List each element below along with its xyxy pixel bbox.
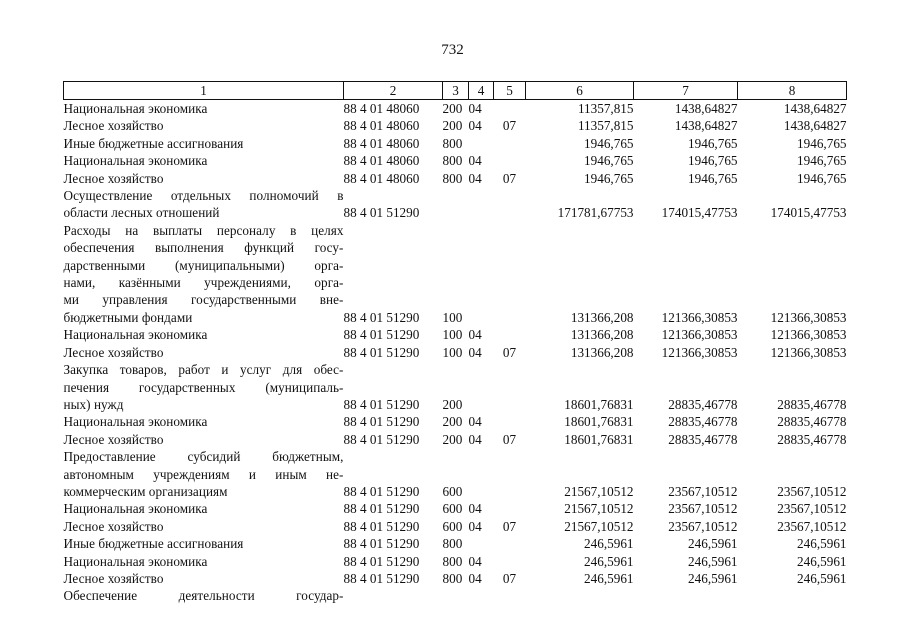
- description-line: области лесных отношений: [63, 205, 220, 221]
- row-amount-col6: 21567,10512: [564, 518, 634, 534]
- row-expense-type: 800: [442, 553, 463, 569]
- table-row: [64, 100, 847, 118]
- row-expense-type: 200: [442, 414, 463, 430]
- row-section: 04: [468, 414, 482, 430]
- row-section: [469, 448, 494, 500]
- header-col-3: 3: [443, 82, 469, 100]
- description-line: Национальная экономика: [63, 414, 208, 430]
- row-amount-col8: 28835,46778: [777, 414, 847, 430]
- row-amount-col6: 131366,208: [570, 344, 634, 360]
- row-section: [469, 135, 494, 152]
- description-line: Лесное хозяйство: [63, 170, 164, 186]
- description-line: Закупка товаров, работ и услуг для обес-: [63, 362, 344, 378]
- row-amount-col6: 131366,208: [570, 327, 634, 343]
- row-description: [64, 413, 344, 430]
- row-amount-col6: 246,5961: [584, 553, 634, 569]
- row-subsection: [494, 587, 526, 604]
- row-amount-col8: 121366,30853: [770, 309, 847, 325]
- row-amount-col6: 246,5961: [584, 536, 634, 552]
- row-expense-type: 200: [442, 101, 463, 116]
- description-line: Расходы на выплаты персоналу в целях: [63, 222, 344, 238]
- budget-table: [63, 81, 847, 605]
- description-line: бюджетными фондами: [63, 309, 193, 325]
- row-expense-type: 200: [442, 396, 463, 412]
- row-subsection: [494, 326, 526, 343]
- description-line: Национальная экономика: [63, 501, 208, 517]
- row-description: [64, 570, 344, 587]
- row-expense-type: 100: [442, 327, 463, 343]
- description-line: ных) нужд: [63, 396, 124, 412]
- row-code: 88 4 01 51290: [343, 518, 420, 534]
- table-row: [64, 135, 847, 152]
- row-subsection: [494, 135, 526, 152]
- row-code: 88 4 01 51290: [343, 205, 420, 221]
- row-description: [64, 187, 344, 222]
- row-amount-col8: 23567,10512: [777, 483, 847, 499]
- row-subsection: 07: [502, 118, 517, 134]
- row-amount-col7: 28835,46778: [668, 431, 738, 447]
- row-code: 88 4 01 51290: [343, 396, 420, 412]
- row-amount-col6: 18601,76831: [564, 431, 634, 447]
- row-amount-col7: 28835,46778: [668, 396, 738, 412]
- row-section: 04: [468, 101, 482, 116]
- table-row: [64, 535, 847, 552]
- row-description: [64, 117, 344, 134]
- row-description: [64, 326, 344, 343]
- row-amount-col7: 1946,765: [688, 153, 738, 169]
- row-amount-col6: 131366,208: [570, 309, 634, 325]
- row-subsection: [494, 187, 526, 222]
- row-section: 04: [468, 153, 482, 169]
- row-code: 88 4 01 51290: [343, 570, 420, 586]
- description-line: Осуществление отдельных полномочий в: [63, 188, 344, 204]
- row-description: [64, 431, 344, 448]
- row-description: [64, 535, 344, 552]
- row-amount-col7: 174015,47753: [661, 205, 738, 221]
- row-subsection: [494, 361, 526, 413]
- row-amount-col8: 246,5961: [797, 570, 847, 586]
- row-amount-col7: 28835,46778: [668, 414, 738, 430]
- row-description: [64, 448, 344, 500]
- row-description: [64, 518, 344, 535]
- row-description: [64, 500, 344, 517]
- row-section: 04: [468, 570, 482, 586]
- header-col-7: 7: [634, 82, 738, 100]
- row-expense-type: 600: [442, 518, 463, 534]
- row-section: 04: [468, 327, 482, 343]
- row-code: 88 4 01 51290: [343, 327, 420, 343]
- row-amount-col7: 1946,765: [688, 170, 738, 186]
- row-subsection: [494, 100, 526, 118]
- row-description: [64, 553, 344, 570]
- table-row: [64, 431, 847, 448]
- row-amount-col7: 23567,10512: [668, 518, 738, 534]
- row-code: 88 4 01 48060: [343, 118, 420, 134]
- row-expense-type: 800: [442, 135, 463, 151]
- row-code: [344, 587, 443, 604]
- row-code: 88 4 01 51290: [343, 414, 420, 430]
- row-expense-type: 100: [442, 344, 463, 360]
- row-amount-col7: 23567,10512: [668, 501, 738, 517]
- table-row: [64, 344, 847, 361]
- table-row: [64, 570, 847, 587]
- row-amount-col6: 1946,765: [584, 153, 634, 169]
- description-line: ми управления государственными вне-: [63, 292, 344, 308]
- row-amount-col6: 246,5961: [584, 570, 634, 586]
- table-row: [64, 326, 847, 343]
- description-line: Иные бюджетные ассигнования: [63, 135, 244, 151]
- table-row: [64, 170, 847, 187]
- row-subsection: 07: [502, 344, 517, 360]
- row-code: 88 4 01 51290: [343, 431, 420, 447]
- row-code: 88 4 01 51290: [343, 483, 420, 499]
- row-amount-col8: 1946,765: [797, 153, 847, 169]
- row-code: 88 4 01 51290: [343, 309, 420, 325]
- table-row: [64, 222, 847, 326]
- row-expense-type: 200: [442, 118, 463, 134]
- row-section: 04: [468, 501, 482, 517]
- header-col-2: 2: [344, 82, 443, 100]
- header-row: [64, 82, 847, 100]
- row-description: [64, 152, 344, 169]
- row-amount-col6: 1946,765: [584, 135, 634, 151]
- row-section: [469, 361, 494, 413]
- row-amount-col8: 121366,30853: [770, 327, 847, 343]
- row-description: [64, 344, 344, 361]
- row-amount-col7: 121366,30853: [661, 327, 738, 343]
- description-line: Лесное хозяйство: [63, 344, 164, 360]
- table-row: [64, 500, 847, 517]
- row-section: [469, 535, 494, 552]
- row-description: [64, 361, 344, 413]
- row-subsection: [494, 413, 526, 430]
- header-col-4: 4: [469, 82, 494, 100]
- row-subsection: [494, 553, 526, 570]
- description-line: нами, казёнными учреждениями, орга-: [63, 275, 344, 291]
- row-subsection: [494, 152, 526, 169]
- row-expense-type: 800: [442, 570, 463, 586]
- row-amount-col7: 246,5961: [688, 570, 738, 586]
- row-amount-col6: 11357,815: [577, 118, 634, 134]
- description-line: Лесное хозяйство: [63, 118, 164, 134]
- row-expense-type: 200: [442, 431, 463, 447]
- row-amount-col7: 246,5961: [688, 536, 738, 552]
- row-amount-col8: 1946,765: [797, 135, 847, 151]
- row-expense-type: 600: [442, 483, 463, 499]
- row-amount-col7: 1438,64827: [674, 101, 738, 116]
- description-line: коммерческим организациям: [63, 483, 228, 499]
- description-line: Национальная экономика: [63, 101, 208, 116]
- table-row: [64, 518, 847, 535]
- description-line: автономным учреждениям и иным не-: [63, 466, 344, 482]
- header-col-5: 5: [494, 82, 526, 100]
- row-amount-col6: 171781,67753: [557, 205, 634, 221]
- row-amount-col7: 121366,30853: [661, 344, 738, 360]
- row-description: [64, 135, 344, 152]
- row-amount-col8: 28835,46778: [777, 396, 847, 412]
- row-amount-col6: 21567,10512: [564, 501, 634, 517]
- row-amount-col6: 18601,76831: [564, 396, 634, 412]
- row-amount-col8: 1438,64827: [783, 101, 847, 116]
- table-row: [64, 587, 847, 604]
- row-section: 04: [468, 553, 482, 569]
- table-row: [64, 117, 847, 134]
- row-amount-col6: 18601,76831: [564, 414, 634, 430]
- description-line: Национальная экономика: [63, 327, 208, 343]
- row-section: 04: [468, 170, 482, 186]
- row-expense-type: 800: [442, 170, 463, 186]
- row-subsection: [494, 535, 526, 552]
- row-subsection: 07: [502, 431, 517, 447]
- table-body: [64, 100, 847, 605]
- row-code: 88 4 01 48060: [343, 135, 420, 151]
- table-row: [64, 448, 847, 500]
- row-amount-col7: 1946,765: [688, 135, 738, 151]
- row-subsection: 07: [502, 570, 517, 586]
- row-subsection: 07: [502, 518, 517, 534]
- row-amount-col8: 246,5961: [797, 553, 847, 569]
- row-section: 04: [468, 344, 482, 360]
- row-amount-col8: 23567,10512: [777, 501, 847, 517]
- description-line: Лесное хозяйство: [63, 431, 164, 447]
- row-amount-col6: 11357,815: [577, 101, 634, 116]
- row-code: 88 4 01 51290: [343, 553, 420, 569]
- description-line: обеспечения выполнения функций госу-: [63, 240, 344, 256]
- description-line: Лесное хозяйство: [63, 518, 164, 534]
- row-amount-col8: 23567,10512: [777, 518, 847, 534]
- row-subsection: [494, 222, 526, 326]
- row-description: [64, 100, 344, 118]
- table-row: [64, 361, 847, 413]
- row-expense-type: [443, 587, 469, 604]
- description-line: Обеспечение деятельности государ-: [63, 588, 344, 604]
- row-expense-type: 800: [442, 153, 463, 169]
- row-amount-col7: 1438,64827: [674, 118, 738, 134]
- row-code: 88 4 01 48060: [343, 170, 420, 186]
- row-expense-type: [443, 187, 469, 222]
- row-amount-col8: 174015,47753: [770, 205, 847, 221]
- row-section: 04: [468, 118, 482, 134]
- row-amount-col8: 1946,765: [797, 170, 847, 186]
- row-description: [64, 222, 344, 326]
- row-code: 88 4 01 51290: [343, 344, 420, 360]
- description-line: Национальная экономика: [63, 553, 208, 569]
- row-amount-col8: 121366,30853: [770, 344, 847, 360]
- row-amount-col7: 121366,30853: [661, 309, 738, 325]
- row-amount-col6: 21567,10512: [564, 483, 634, 499]
- description-line: дарственными (муниципальными) орга-: [63, 257, 344, 273]
- row-subsection: 07: [502, 170, 517, 186]
- table-row: [64, 553, 847, 570]
- row-expense-type: 100: [442, 309, 463, 325]
- row-section: 04: [468, 431, 482, 447]
- description-line: Национальная экономика: [63, 153, 208, 169]
- row-subsection: [494, 448, 526, 500]
- row-amount-col6: 1946,765: [584, 170, 634, 186]
- row-amount-col8: 246,5961: [797, 536, 847, 552]
- row-amount-col7: 23567,10512: [668, 483, 738, 499]
- description-line: Иные бюджетные ассигнования: [63, 536, 244, 552]
- row-amount-col8: 1438,64827: [783, 118, 847, 134]
- page-number: 732: [441, 42, 464, 58]
- row-code: 88 4 01 48060: [343, 101, 420, 116]
- row-expense-type: 800: [442, 536, 463, 552]
- row-amount-col8: 28835,46778: [777, 431, 847, 447]
- table-row: [64, 187, 847, 222]
- row-amount-col8: [738, 587, 847, 604]
- row-section: [469, 587, 494, 604]
- row-amount-col7: 246,5961: [688, 553, 738, 569]
- row-subsection: [494, 500, 526, 517]
- table-row: [64, 152, 847, 169]
- table-row: [64, 413, 847, 430]
- description-line: печения государственных (муниципаль-: [63, 379, 344, 395]
- row-description: [64, 170, 344, 187]
- header-col-6: 6: [526, 82, 634, 100]
- row-section: [469, 187, 494, 222]
- row-expense-type: 600: [442, 501, 463, 517]
- row-code: 88 4 01 48060: [343, 153, 420, 169]
- row-description: [64, 587, 344, 604]
- row-section: [469, 222, 494, 326]
- description-line: Предоставление субсидий бюджетным,: [63, 449, 344, 465]
- header-col-1: 1: [64, 82, 344, 100]
- row-code: 88 4 01 51290: [343, 536, 420, 552]
- header-col-8: 8: [738, 82, 847, 100]
- row-amount-col6: [526, 587, 634, 604]
- description-line: Лесное хозяйство: [63, 570, 164, 586]
- row-code: 88 4 01 51290: [343, 501, 420, 517]
- row-amount-col7: [634, 587, 738, 604]
- row-section: 04: [468, 518, 482, 534]
